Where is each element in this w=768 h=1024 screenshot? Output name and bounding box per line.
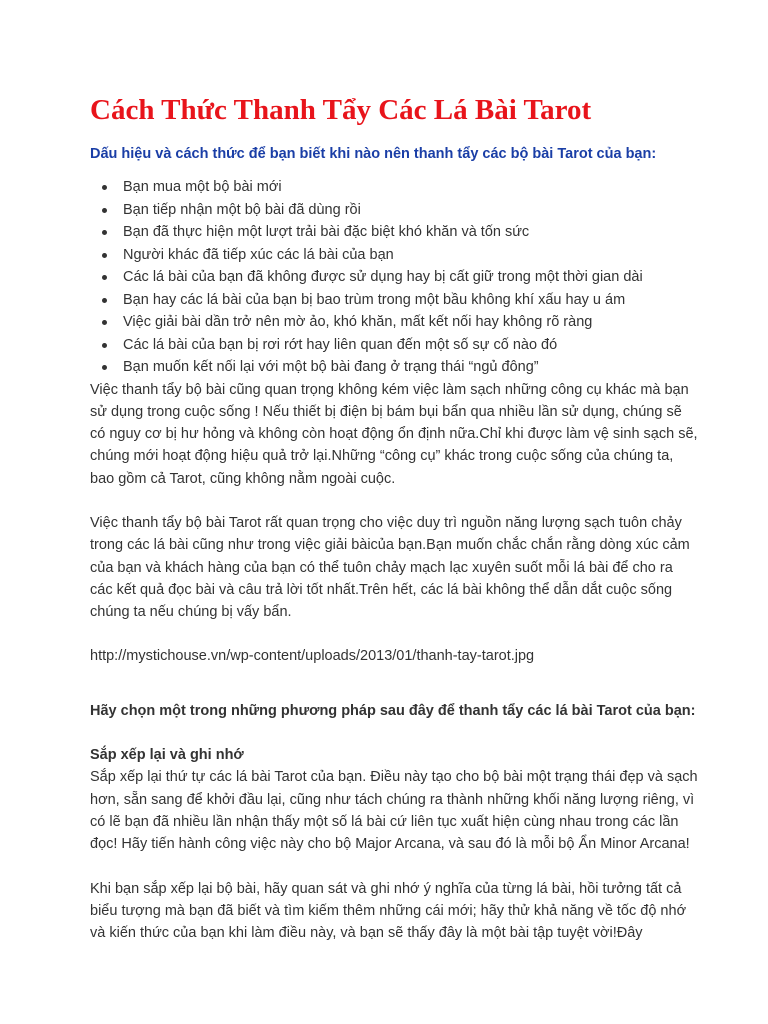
- list-item: [90, 266, 698, 289]
- list-item-text: Việc giải bài dần trở nên mờ ảo, khó khăn, mất kết nối hay không rõ ràng: [123, 314, 593, 330]
- paragraph-energy: Việc thanh tẩy bộ bài Tarot rất quan trọng cho việc duy trì nguồn năng lượng sạch tuôn chảy trong các lá bài cũng như trong việc giải bàicủa bạn.Bạn muốn chắc chắn rằng dòng xúc cảm của bạn và khách hàng của bạn có thể tuôn chảy mạch lạc xuyên suốt mỗi lá bài để cho ra các kết quả đọc bài và câu trả lời tốt nhất.Trên hết, các lá bài không thể dẫn dắt cuộc sống chúng ta nếu chúng bị vấy bẩn.: [90, 514, 690, 621]
- methods-heading: Hãy chọn một trong những phương pháp sau đây để thanh tẩy các lá bài Tarot của bạn:: [90, 702, 696, 719]
- list-item-text: Các lá bài của bạn bị rơi rớt hay liên quan đến một số sự cố nào đó: [123, 336, 558, 353]
- document-subtitle: Dấu hiệu và cách thức để bạn biết khi nào nên thanh tẩy các bộ bài Tarot của bạn:: [90, 146, 657, 162]
- list-item-text: Người khác đã tiếp xúc các lá bài của bạn: [123, 246, 394, 263]
- list-item-text: Bạn hay các lá bài của bạn bị bao trùm trong một bầu không khí xấu hay u ám: [123, 291, 626, 308]
- list-item-text: Bạn đã thực hiện một lượt trải bài đặc biệt khó khăn và tốn sức: [123, 224, 530, 240]
- section-paragraph-continued: Khi bạn sắp xếp lại bộ bài, hãy quan sát và ghi nhớ ý nghĩa của từng lá bài, hồi tưởng tất cả biểu tượng mà bạn đã biết và tìm kiếm thêm những cái mới; hãy thử khả năng về tốc độ nhớ và kiến thức của bạn khi làm điều này, và bạn sẽ thấy đây là một bài tập tuyệt vời!Đây: [90, 880, 687, 942]
- list-item-text: Bạn mua một bộ bài mới: [123, 179, 282, 195]
- bullet-list: [90, 176, 698, 379]
- list-item: [90, 356, 698, 379]
- bullet-icon: [102, 275, 107, 280]
- paragraph-importance: Việc thanh tẩy bộ bài cũng quan trọng không kém việc làm sạch những công cụ khác mà bạn sử dụng trong cuộc sống ! Nếu thiết bị điện bị bám bụi bẩn qua nhiều lần sử dụng, chúng sẽ có nguy cơ bị hư hỏng và không còn hoạt động ổn định nữa.Chỉ khi được làm vệ sinh sạch sẽ, chúng mới hoạt động hiệu quả trở lại.Những “công cụ” khác trong cuộc sống của chúng ta, bao gồm cả Tarot, cũng không nằm ngoài cuộc.: [90, 381, 698, 487]
- section-heading: Sắp xếp lại và ghi nhớ: [90, 747, 244, 764]
- bullet-icon: [102, 208, 107, 213]
- bullet-icon: [102, 365, 107, 370]
- list-item: [90, 176, 698, 199]
- list-item: [90, 311, 698, 334]
- list-item: [90, 334, 698, 357]
- list-item-text: Các lá bài của bạn đã không được sử dụng hay bị cất giữ trong một thời gian dài: [123, 269, 643, 285]
- list-item: [90, 289, 698, 312]
- list-item: [90, 221, 698, 244]
- bullet-icon: [102, 185, 107, 190]
- bullet-icon: [102, 230, 107, 235]
- document-title: Cách Thức Thanh Tẩy Các Lá Bài Tarot: [90, 94, 592, 126]
- section-paragraph: Sắp xếp lại thứ tự các lá bài Tarot của bạn. Điều này tạo cho bộ bài một trạng thái đẹp và sạch hơn, sẵn sang để khởi đầu lại, cũng như tách chúng ra thành những khối năng lượng riêng, vì có lẽ bạn đã nhiều lần nhận thấy một số lá bài cứ liên tục xuất hiện cùng nhau trong các lần đọc! Hãy tiến hành công việc này cho bộ Major Arcana, và sau đó là mỗi bộ Ẩn Minor Arcana!: [90, 769, 698, 853]
- bullet-icon: [102, 298, 107, 303]
- list-item-text: Bạn muốn kết nối lại với một bộ bài đang ở trạng thái “ngủ đông”: [123, 359, 539, 375]
- bullet-icon: [102, 320, 107, 325]
- bullet-icon: [102, 343, 107, 348]
- image-url: http://mystichouse.vn/wp-content/uploads/2013/01/thanh-tay-tarot.jpg: [90, 648, 535, 665]
- list-item: [90, 244, 698, 267]
- list-item: [90, 199, 698, 222]
- list-item-text: Bạn tiếp nhận một bộ bài đã dùng rồi: [123, 201, 361, 218]
- bullet-icon: [102, 253, 107, 258]
